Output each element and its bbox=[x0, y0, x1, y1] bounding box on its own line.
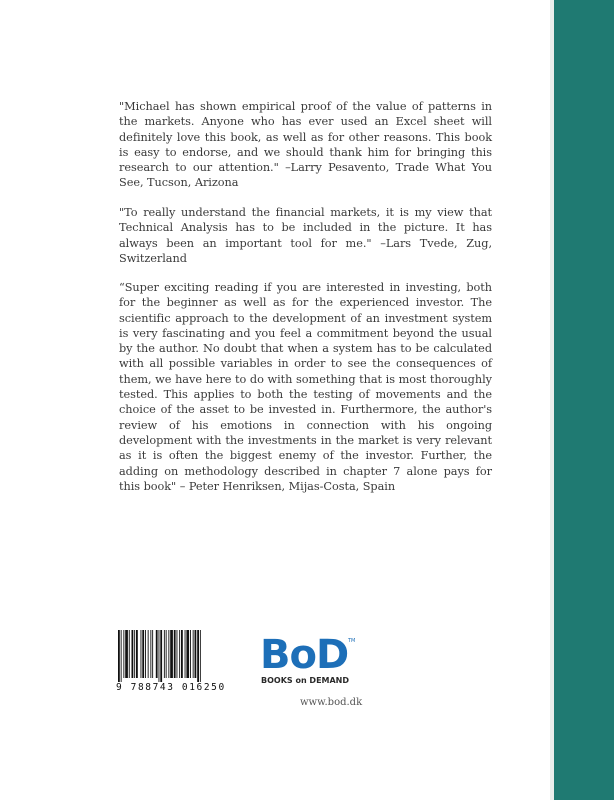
barcode-bar bbox=[177, 630, 178, 678]
publisher-logo bbox=[260, 632, 370, 686]
barcode-bar bbox=[148, 630, 149, 678]
barcode-bar bbox=[118, 630, 120, 682]
publisher-tagline: BOOKS on DEMAND bbox=[261, 676, 350, 685]
barcode-bar bbox=[164, 630, 165, 678]
barcode-bar bbox=[197, 630, 199, 682]
barcode-bar bbox=[121, 630, 122, 682]
publisher-website: www.bod.dk bbox=[300, 697, 363, 708]
barcode-bar bbox=[179, 630, 180, 678]
barcode-bar bbox=[195, 630, 197, 678]
barcode-bar bbox=[200, 630, 201, 682]
isbn-number: 9 788743 016250 bbox=[116, 682, 226, 693]
barcode-bar bbox=[170, 630, 173, 678]
bod-logo-mark: BoD bbox=[260, 632, 349, 678]
barcode-bar bbox=[159, 630, 160, 682]
barcode-bar bbox=[132, 630, 134, 678]
endorsement-quote-tvede: "To really understand the financial markets, it is my view that Technical Analysis has to be included in the picture. It has always been an important tool for me." –Lars Tvede, Zug, Switzerland bbox=[119, 206, 492, 265]
barcode-bar bbox=[150, 630, 151, 678]
barcode-bar bbox=[186, 630, 189, 678]
barcode-bars bbox=[116, 630, 236, 682]
barcode-bar bbox=[193, 630, 194, 678]
barcode-bar bbox=[190, 630, 191, 678]
barcode-bar bbox=[160, 630, 162, 682]
barcode-bar bbox=[166, 630, 167, 678]
endorsement-quote-henriksen: “Super exciting reading if you are interested in investing, both for the beginner as well as for the experienced investor. The scientific approach to the development of an investment system is very fascinating and you feel a commitment beyond the usual by the author. No doubt that when a system has to be calculated with all possible variables in order to see the consequences of them, we have here to do with something that is most thoroughly tested. This applies to both the testing of movements and the choice of the asset to be invested in. Furthermore, the author's review of his emotions in connection with his ongoing development with the investments in the market is very relevant as it is often the biggest enemy of the investor. Further, the adding on methodology described in chapter 7 alone pays for this book" – Peter Henriksen, Mijas-Costa, Spain bbox=[119, 281, 492, 493]
barcode-bar bbox=[152, 630, 153, 678]
isbn-barcode bbox=[116, 630, 236, 696]
barcode-bar bbox=[142, 630, 144, 678]
barcode-bar bbox=[174, 630, 176, 678]
barcode-bar bbox=[145, 630, 146, 678]
book-spine bbox=[554, 0, 614, 800]
barcode-bar bbox=[123, 630, 124, 678]
barcode-bar bbox=[125, 630, 128, 678]
barcode-bar bbox=[134, 630, 135, 678]
barcode-bar bbox=[141, 630, 142, 678]
barcode-bar bbox=[136, 630, 138, 678]
barcode-bar bbox=[181, 630, 183, 678]
barcode-bar bbox=[156, 630, 158, 678]
barcode-bar bbox=[168, 630, 169, 678]
barcode-bar bbox=[185, 630, 186, 678]
endorsement-quote-pesavento: "Michael has shown empirical proof of the value of patterns in the markets. Anyone who has ever used an Excel sheet will definitely love this book, as well as for other reasons. This book is easy to endorse, and we should thank him for bringing this research to our attention." –Larry Pesavento, Trade What You See, Tucson, Arizona bbox=[119, 100, 492, 190]
barcode-bar bbox=[129, 630, 130, 678]
trademark-symbol: TM bbox=[348, 638, 356, 644]
